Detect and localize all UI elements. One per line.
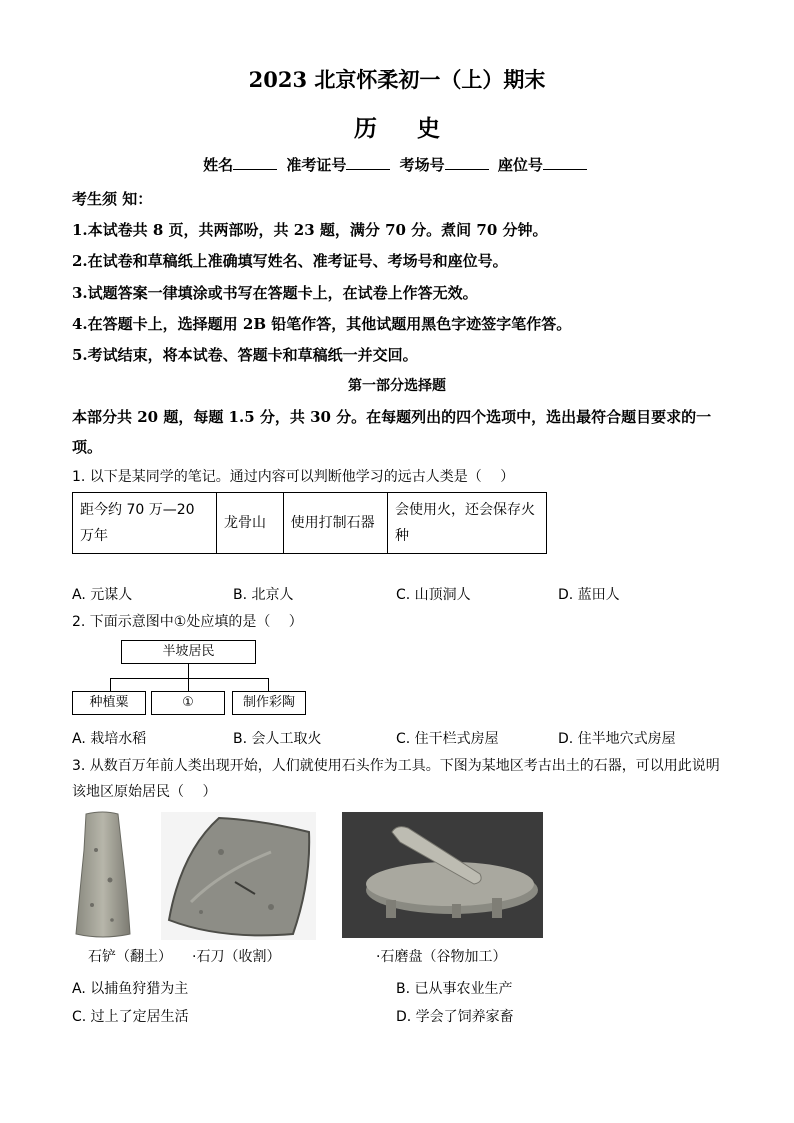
notice-item: 5.考试结束，将本试卷、答题卡和草稿纸一并交回。 (72, 346, 418, 364)
q1-option-d[interactable]: D. 蓝田人 (558, 587, 620, 603)
stone-knife-image (161, 812, 316, 940)
diagram-connector (188, 678, 189, 691)
candidate-fields (0, 154, 794, 175)
q2-option-d[interactable]: D. 住半地穴式房屋 (558, 731, 676, 747)
diagram-child-node: 制作彩陶 (232, 691, 306, 715)
knife-caption: ·石刀（收割） (192, 949, 281, 965)
notice-item: 1.本试卷共 8 页，共两部吩，共 23 题，满分 70 分。煮间 70 分钟。 (72, 221, 548, 239)
q3-option-d[interactable]: D. 学会了饲养家畜 (396, 1009, 514, 1025)
notice-item: 4.在答题卡上，选择题用 2B 铅笔作答，其他试题用黑色字迹签字笔作答。 (72, 315, 572, 333)
diagram-connector (268, 678, 269, 691)
table-cell: 距今约 70 万—20 万年 (73, 493, 217, 554)
q2-option-c[interactable]: C. 住干栏式房屋 (396, 731, 499, 747)
q2-stem: 2. 下面示意图中①处应填的是（ ） (72, 614, 303, 630)
q3-stem-cont: 该地区原始居民（ ） (72, 784, 217, 800)
field-seat-label: 座位号 (497, 156, 543, 174)
part1-intro-cont: 项。 (72, 438, 103, 456)
table-cell: 会使用火，还会保存火种 (388, 493, 547, 554)
table-cell: 使用打制石器 (283, 493, 387, 554)
diagram-top-node: 半坡居民 (121, 640, 256, 664)
table-cell: 龙骨山 (217, 493, 284, 554)
field-room-blank[interactable] (445, 157, 489, 170)
q1-option-c[interactable]: C. 山顶洞人 (396, 587, 471, 603)
notice-item: 3.试题答案一律填涂或书写在答题卡上，在试卷上作答无效。 (72, 284, 478, 302)
subject-title: 历史 (354, 115, 480, 142)
q1-notes-table (72, 492, 547, 554)
shovel-caption: 石铲（翻土） (88, 949, 172, 965)
part1-title: 第一部分选择题 (348, 378, 446, 394)
grinding-slab-image (342, 812, 543, 938)
q3-stem: 3. 从数百万年前人类出现开始，人们就使用石头作为工具。下图为某地区考古出土的石器，可以用此说明 (72, 758, 720, 774)
field-name-label: 姓名 (203, 156, 234, 174)
notice-item: 2.在试卷和草稿纸上准确填写姓名、准考证号、考场号和座位号。 (72, 252, 508, 270)
field-room-label: 考场号 (399, 156, 445, 174)
q3-option-c[interactable]: C. 过上了定居生活 (72, 1009, 189, 1025)
diagram-child-node: 种植粟 (72, 691, 146, 715)
q3-option-a[interactable]: A. 以捕鱼狩猎为主 (72, 981, 189, 997)
q2-option-b[interactable]: B. 会人工取火 (233, 731, 322, 747)
notice-heading: 考生须 知： (72, 190, 153, 208)
diagram-connector (110, 678, 268, 679)
table-row (73, 493, 547, 554)
q1-option-a[interactable]: A. 元谋人 (72, 587, 133, 603)
slab-caption: ·石磨盘（谷物加工） (376, 949, 507, 965)
field-id-blank[interactable] (346, 157, 390, 170)
exam-title: 2023 北京怀柔初一（上）期末 (248, 67, 546, 92)
diagram-child-node-blank: ① (151, 691, 225, 715)
stone-shovel-image (72, 810, 134, 940)
field-name-blank[interactable] (233, 157, 277, 170)
q1-option-b[interactable]: B. 北京人 (233, 587, 294, 603)
part1-intro: 本部分共 20 题，每题 1.5 分，共 30 分。在每题列出的四个选项中，选出最符合题目要求的一 (72, 408, 712, 426)
field-seat-blank[interactable] (543, 157, 587, 170)
q1-stem: 1. 以下是某同学的笔记。通过内容可以判断他学习的远古人类是（ ） (72, 469, 515, 485)
field-id-label: 准考证号 (286, 156, 347, 174)
q2-option-a[interactable]: A. 栽培水稻 (72, 731, 147, 747)
diagram-connector (188, 664, 189, 678)
q3-option-b[interactable]: B. 已从事农业生产 (396, 981, 513, 997)
diagram-connector (110, 678, 111, 691)
